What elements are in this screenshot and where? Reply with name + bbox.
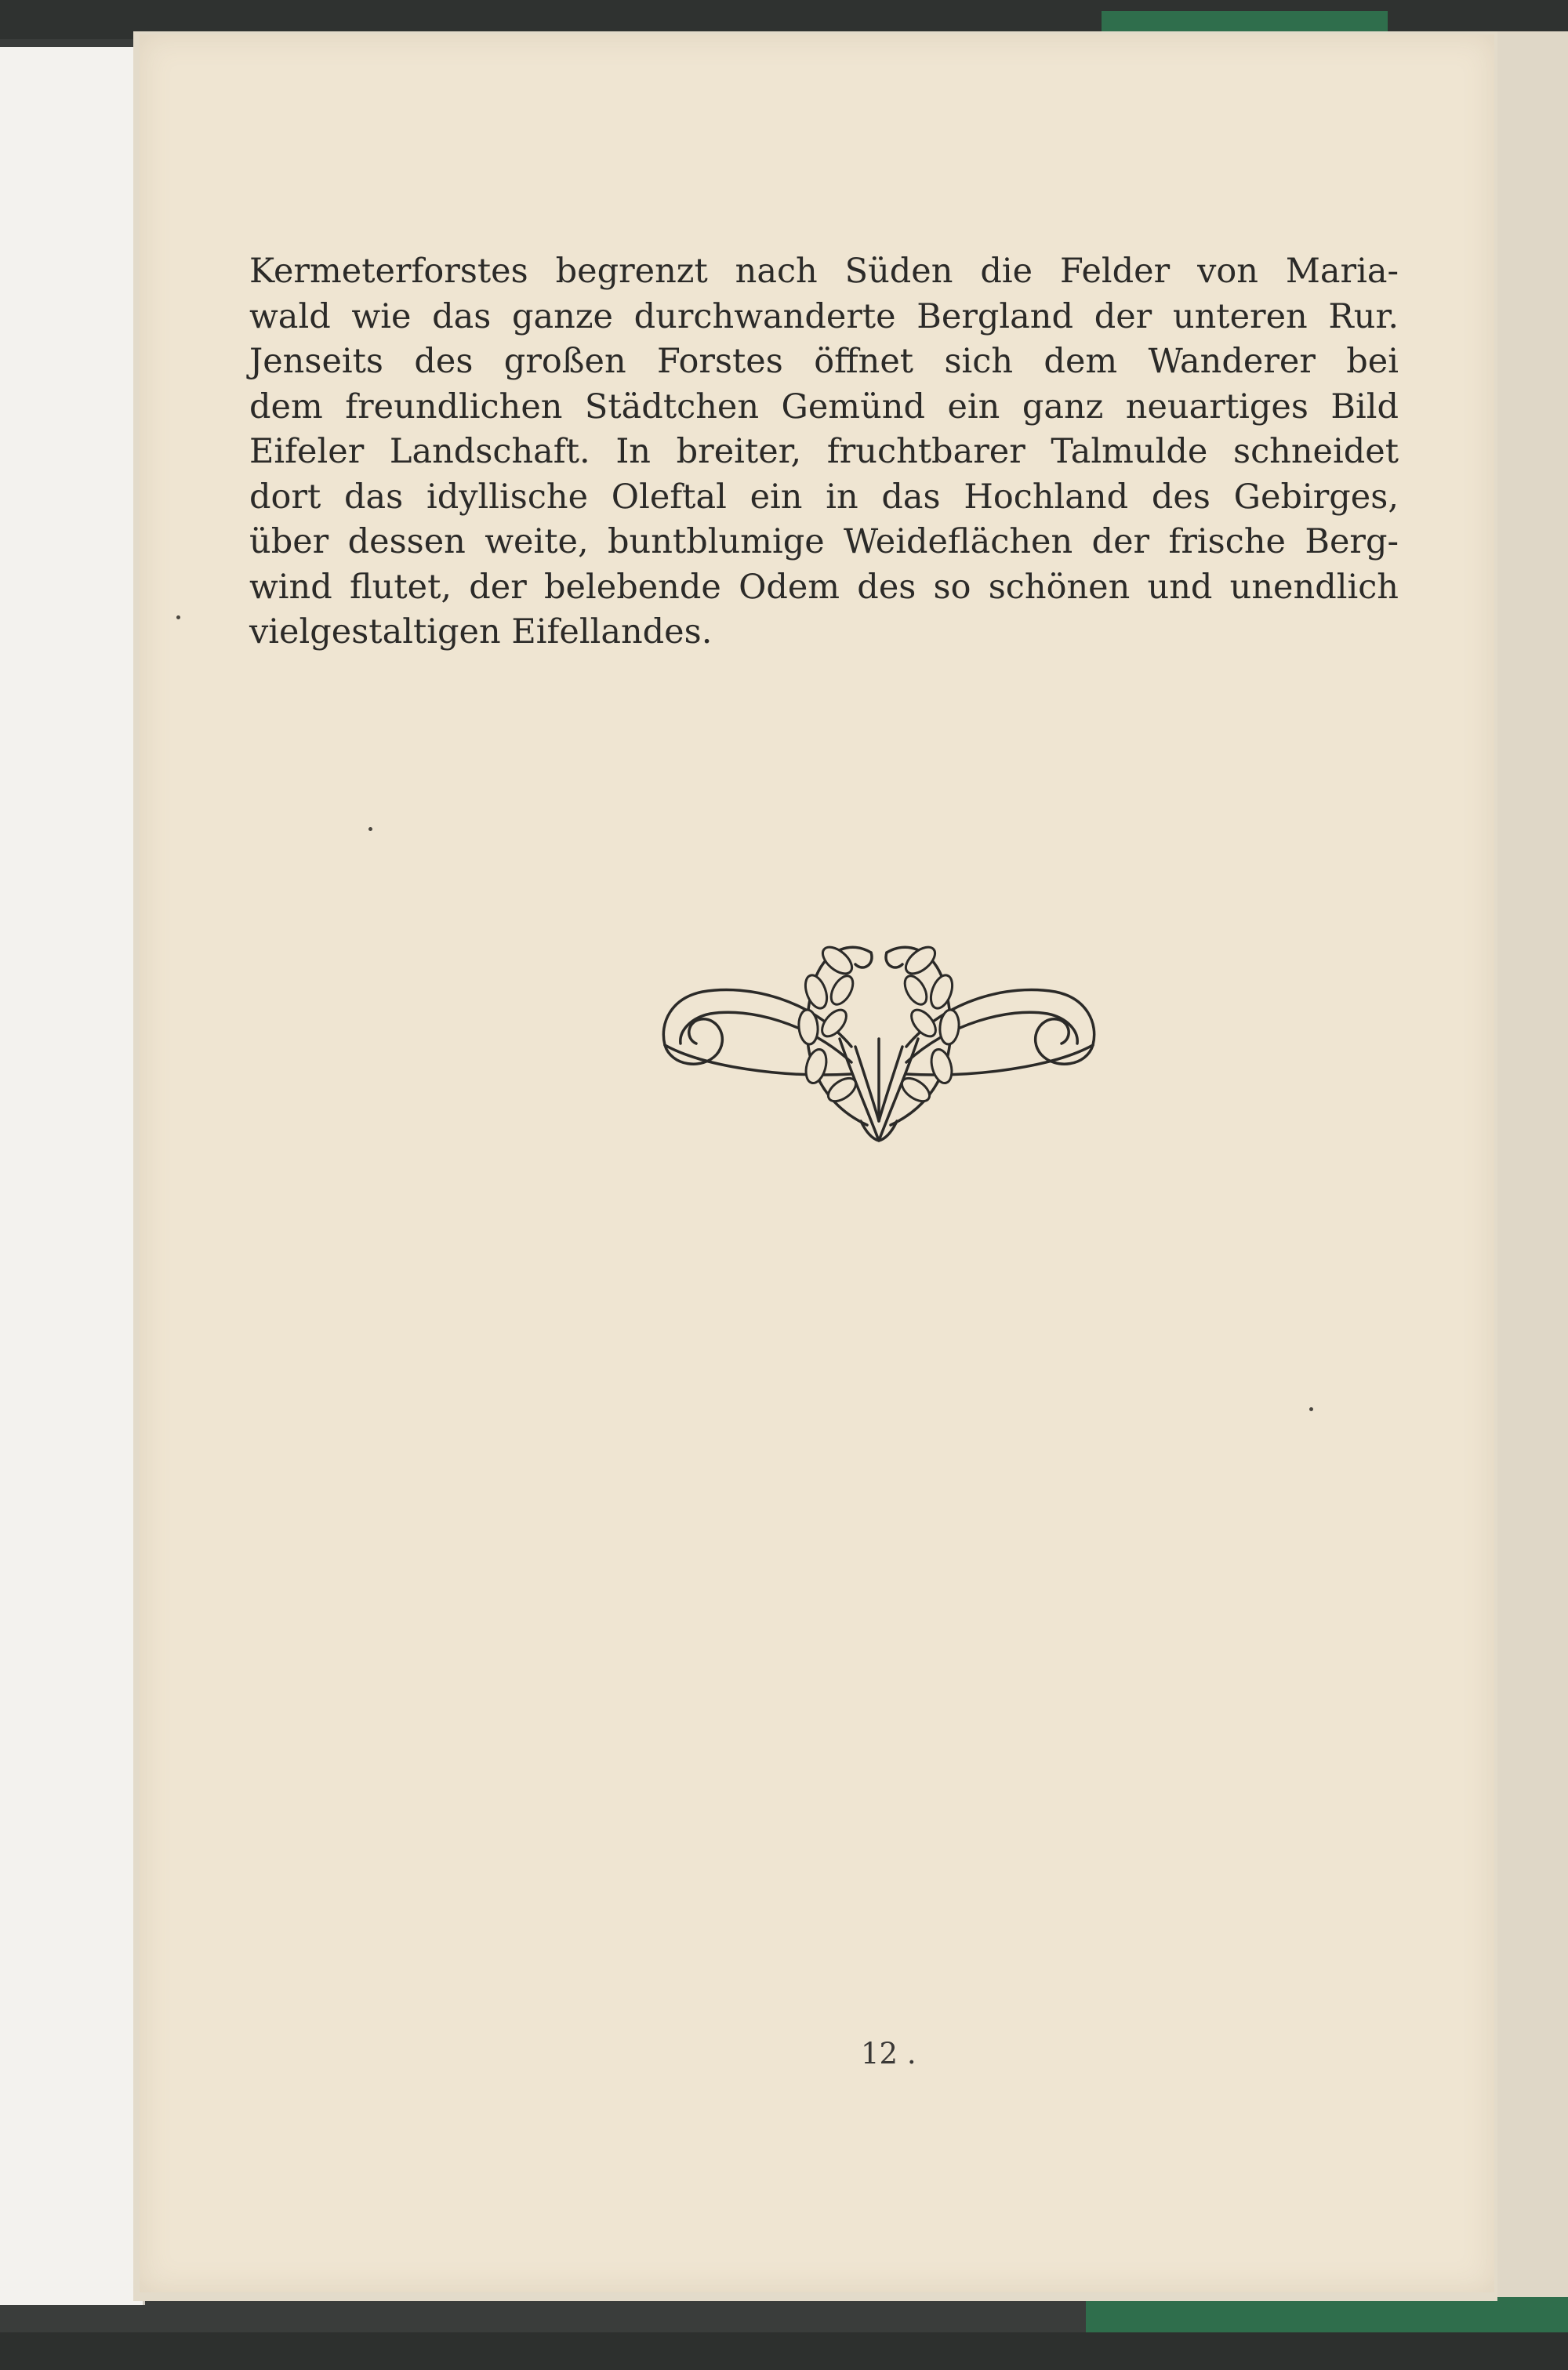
text-line: dort das idyllische Oleftal ein in das Hochland des Gebirges, — [249, 477, 1399, 517]
text-line: wald wie das ganze durchwanderte Bergland der unteren Rur. — [249, 296, 1399, 336]
text-line: wind flutet, der belebende Odem des so schönen und unendlich — [249, 567, 1399, 607]
paper-speck — [176, 615, 180, 619]
floral-ornament-icon — [655, 929, 1102, 1149]
body-text — [249, 249, 1399, 655]
text-line: Kermeterforstes begrenzt nach Süden die Felder von Maria- — [249, 252, 1399, 291]
text-line: vielgestaltigen Eifellandes. — [249, 612, 713, 651]
text-line: dem freundlichen Städtchen Gemünd ein ganz neuartiges Bild — [249, 387, 1399, 426]
left-endpaper — [0, 47, 145, 2305]
page-number: 12 . — [861, 2037, 916, 2071]
text-line: über dessen weite, buntblumige Weideflächen der frische Berg- — [249, 522, 1399, 561]
text-line: Jenseits des großen Forstes öffnet sich dem Wanderer bei — [249, 342, 1399, 381]
background-bottom — [0, 2332, 1568, 2370]
paper-speck — [1309, 1407, 1313, 1411]
paper-speck — [368, 827, 372, 831]
text-line: Eifeler Landschaft. In breiter, fruchtbarer Talmulde schneidet — [249, 432, 1399, 471]
